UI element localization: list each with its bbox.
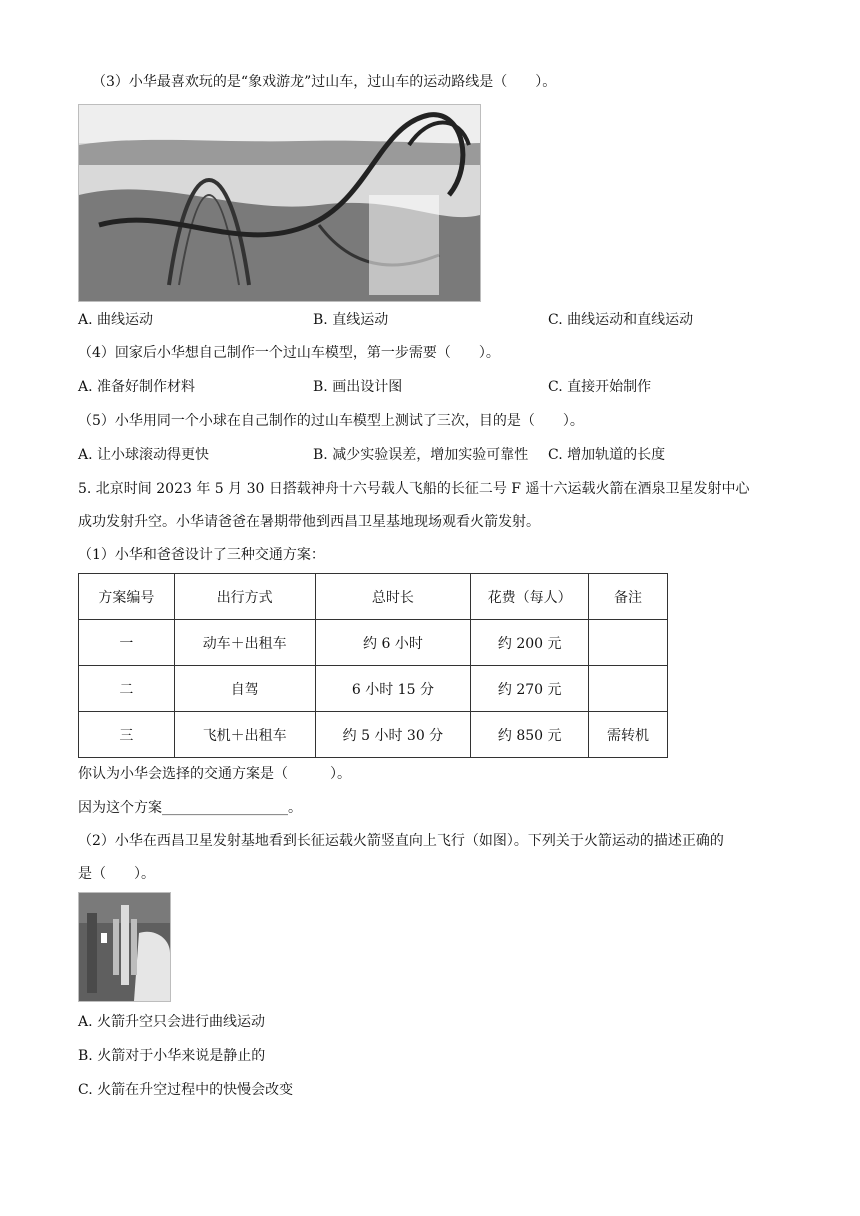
option-b: B. 直线运动	[313, 312, 389, 328]
option-a: A. 让小球滚动得更快	[78, 447, 210, 463]
option-c: C. 直接开始制作	[548, 379, 652, 395]
table-cell: 自驾	[174, 666, 315, 712]
table-row	[79, 666, 668, 712]
table-cell: 飞机＋出租车	[174, 712, 315, 758]
rocket-launch-photo	[78, 892, 171, 1002]
question-5-1: （1）小华和爸爸设计了三种交通方案：	[78, 547, 325, 563]
question-4-5: （5）小华用同一个小球在自己制作的过山车模型上测试了三次，目的是（ ）。	[78, 413, 584, 429]
table-cell: 需转机	[589, 712, 668, 758]
option-b: B. 画出设计图	[313, 379, 403, 395]
question-5-intro-line-1: 5. 北京时间 2023 年 5 月 30 日搭载神舟十六号载人飞船的长征二号 F 遥十六运载火箭在酒泉卫星发射中心	[78, 481, 750, 497]
option-c: C. 火箭在升空过程中的快慢会改变	[78, 1082, 294, 1098]
table-row	[79, 620, 668, 666]
answer-line-2: 因为这个方案__________________。	[78, 800, 302, 816]
table-header: 总时长	[315, 574, 471, 620]
option-c: C. 曲线运动和直线运动	[548, 312, 694, 328]
table-cell: 一	[79, 620, 175, 666]
table-cell: 约 850 元	[471, 712, 589, 758]
table-header: 花费（每人）	[471, 574, 589, 620]
table-cell	[589, 620, 668, 666]
option-a: A. 曲线运动	[78, 312, 154, 328]
table-cell: 约 5 小时 30 分	[315, 712, 471, 758]
option-b: B. 减少实验误差，增加实验可靠性	[313, 447, 529, 463]
table-cell	[589, 666, 668, 712]
table-cell: 6 小时 15 分	[315, 666, 471, 712]
option-c: C. 增加轨道的长度	[548, 447, 666, 463]
table-row	[79, 712, 668, 758]
roller-coaster-photo	[78, 104, 481, 302]
table-cell: 三	[79, 712, 175, 758]
table-cell: 动车＋出租车	[174, 620, 315, 666]
table-cell: 二	[79, 666, 175, 712]
option-a: A. 火箭升空只会进行曲线运动	[78, 1014, 266, 1030]
table-cell: 约 200 元	[471, 620, 589, 666]
transport-plan-table	[78, 573, 668, 758]
question-5-intro-line-2: 成功发射升空。小华请爸爸在暑期带他到西昌卫星基地现场观看火箭发射。	[78, 514, 540, 530]
table-header: 方案编号	[79, 574, 175, 620]
question-4-3: （3）小华最喜欢玩的是“象戏游龙”过山车，过山车的运动路线是（ ）。	[92, 74, 557, 90]
option-a: A. 准备好制作材料	[78, 379, 196, 395]
option-b: B. 火箭对于小华来说是静止的	[78, 1048, 266, 1064]
table-cell: 约 6 小时	[315, 620, 471, 666]
question-4-4: （4）回家后小华想自己制作一个过山车模型，第一步需要（ ）。	[78, 345, 500, 361]
answer-line-1: 你认为小华会选择的交通方案是（ ）。	[78, 766, 351, 782]
table-header: 出行方式	[174, 574, 315, 620]
table-header-row	[79, 574, 668, 620]
question-5-2-line-2: 是（ ）。	[78, 866, 155, 882]
question-5-2-line-1: （2）小华在西昌卫星发射基地看到长征运载火箭竖直向上飞行（如图）。下列关于火箭运动的描述正确的	[78, 833, 724, 849]
table-header: 备注	[589, 574, 668, 620]
table-cell: 约 270 元	[471, 666, 589, 712]
